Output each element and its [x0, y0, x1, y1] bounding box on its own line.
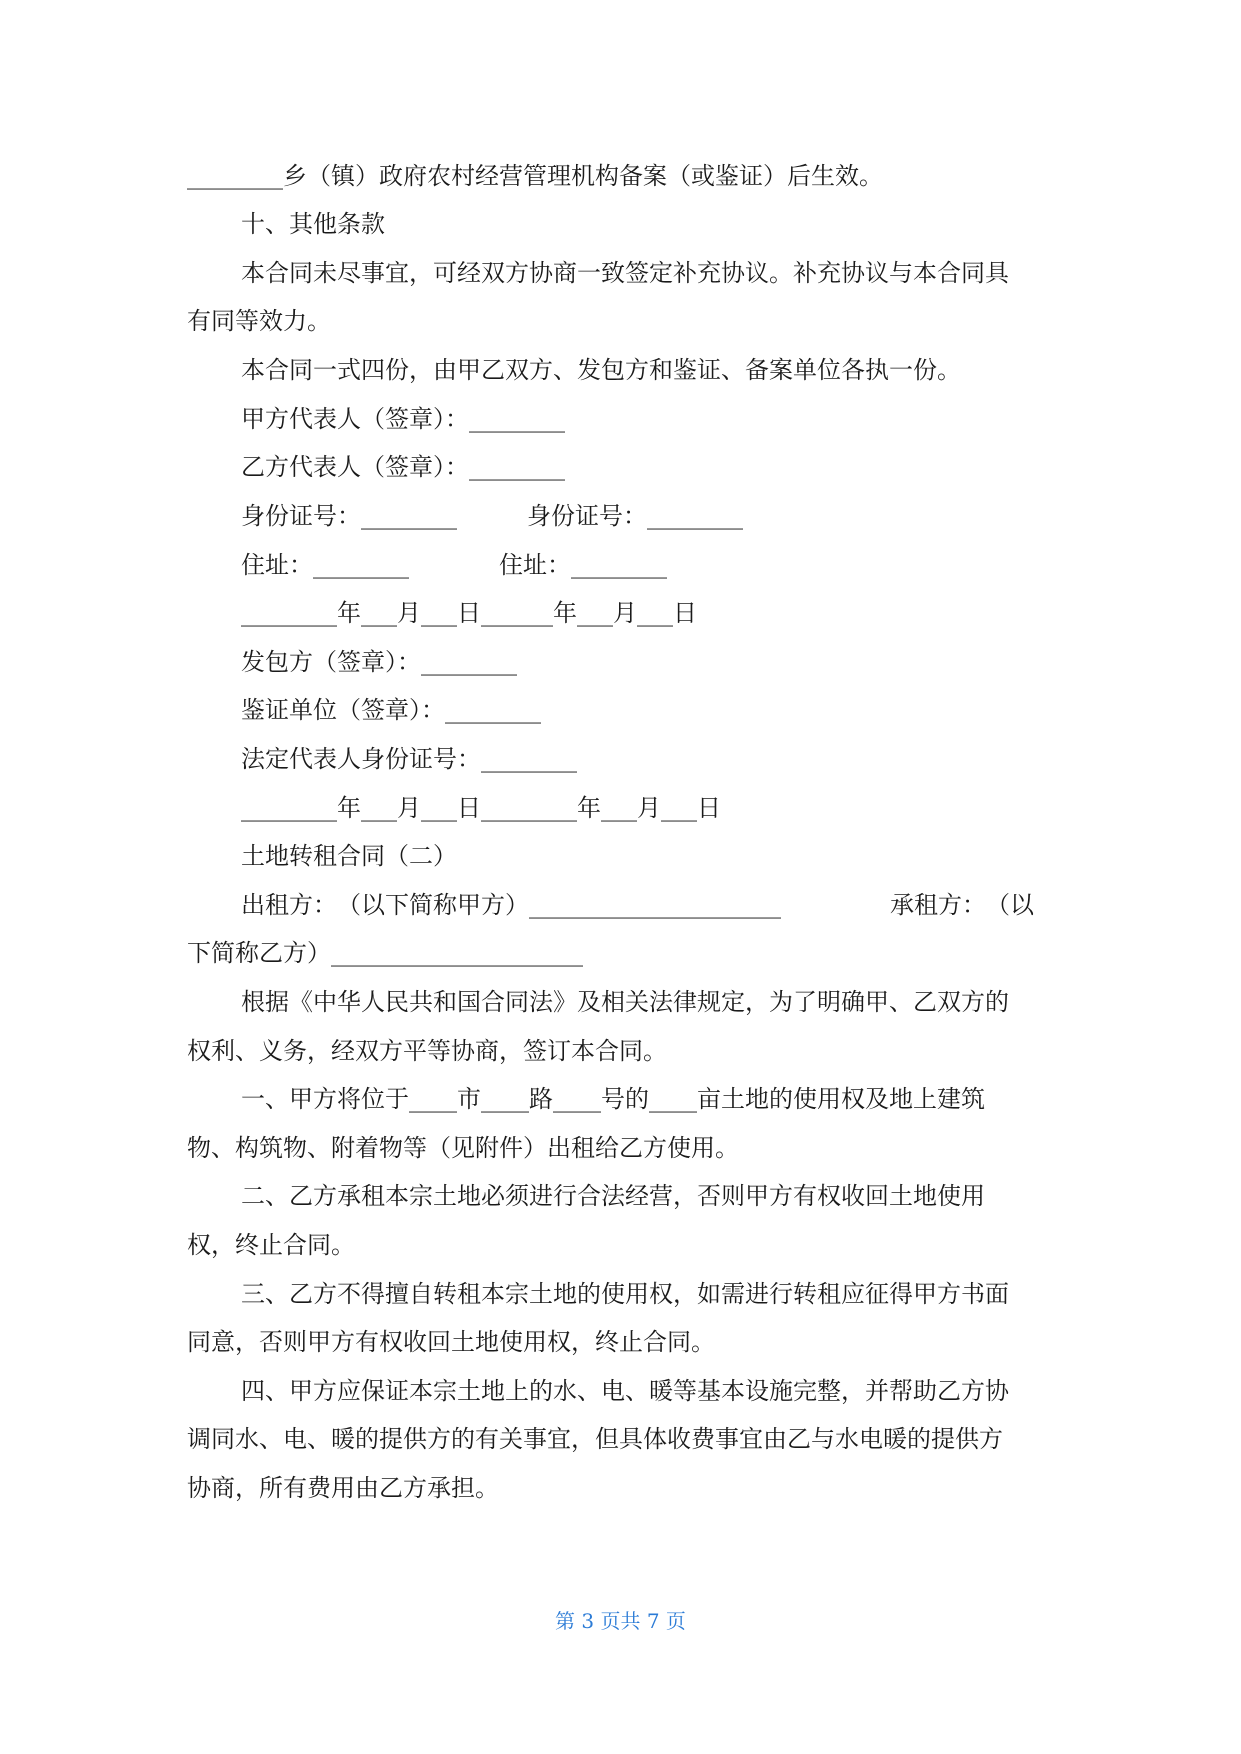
date-line: ________年___月___日______年___月___日	[241, 599, 697, 627]
text-line: 有同等效力。	[187, 307, 331, 335]
signature-line: 法定代表人身份证号：________	[241, 745, 577, 773]
text-line: 权利、义务，经双方平等协商，签订本合同。	[187, 1037, 667, 1065]
text-line: 本合同未尽事宜，可经双方协商一致签定补充协议。补充协议与本合同具	[241, 259, 1009, 287]
text-line: 四、甲方应保证本宗土地上的水、电、暖等基本设施完整，并帮助乙方协	[241, 1377, 1009, 1405]
address-field: 住址：________	[241, 551, 409, 579]
lessor-field: 出租方： （以下简称甲方）_____________________	[241, 891, 781, 919]
text-line: 物、构筑物、附着物等（见附件）出租给乙方使用。	[187, 1134, 739, 1162]
text-line: ________乡（镇）政府农村经营管理机构备案（或鉴证）后生效。	[187, 162, 883, 190]
id-number-field: 身份证号：________	[241, 502, 457, 530]
contract-title: 土地转租合同（二）	[241, 842, 457, 870]
lessee-field: 承租方： （以	[890, 891, 1034, 919]
text-line: 调同水、电、暖的提供方的有关事宜，但具体收费事宜由乙与水电暖的提供方	[187, 1425, 1003, 1453]
text-line: 下简称乙方）_____________________	[187, 939, 583, 967]
address-field: 住址：________	[499, 551, 667, 579]
date-line: ________年___月___日________年___月___日	[241, 794, 721, 822]
page-number: 第 3 页共 7 页	[555, 1609, 686, 1633]
id-number-field: 身份证号：________	[527, 502, 743, 530]
signature-line: 甲方代表人（签章）：________	[241, 405, 565, 433]
text-line: 一、甲方将位于____市____路____号的____亩土地的使用权及地上建筑	[241, 1085, 985, 1113]
signature-line: 发包方（签章）：________	[241, 648, 517, 676]
section-heading: 十、其他条款	[241, 210, 385, 238]
text-line: 协商，所有费用由乙方承担。	[187, 1474, 499, 1502]
text-line: 二、乙方承租本宗土地必须进行合法经营，否则甲方有权收回土地使用	[241, 1182, 985, 1210]
signature-line: 鉴证单位（签章）：________	[241, 696, 541, 724]
text-line: 同意，否则甲方有权收回土地使用权，终止合同。	[187, 1328, 715, 1356]
text-line: 权，终止合同。	[187, 1231, 355, 1259]
text-line: 三、乙方不得擅自转租本宗土地的使用权，如需进行转租应征得甲方书面	[241, 1280, 1009, 1308]
signature-line: 乙方代表人（签章）：________	[241, 453, 565, 481]
text-line: 本合同一式四份，由甲乙双方、发包方和鉴证、备案单位各执一份。	[241, 356, 961, 384]
text-line: 根据《中华人民共和国合同法》及相关法律规定，为了明确甲、乙双方的	[241, 988, 1009, 1016]
